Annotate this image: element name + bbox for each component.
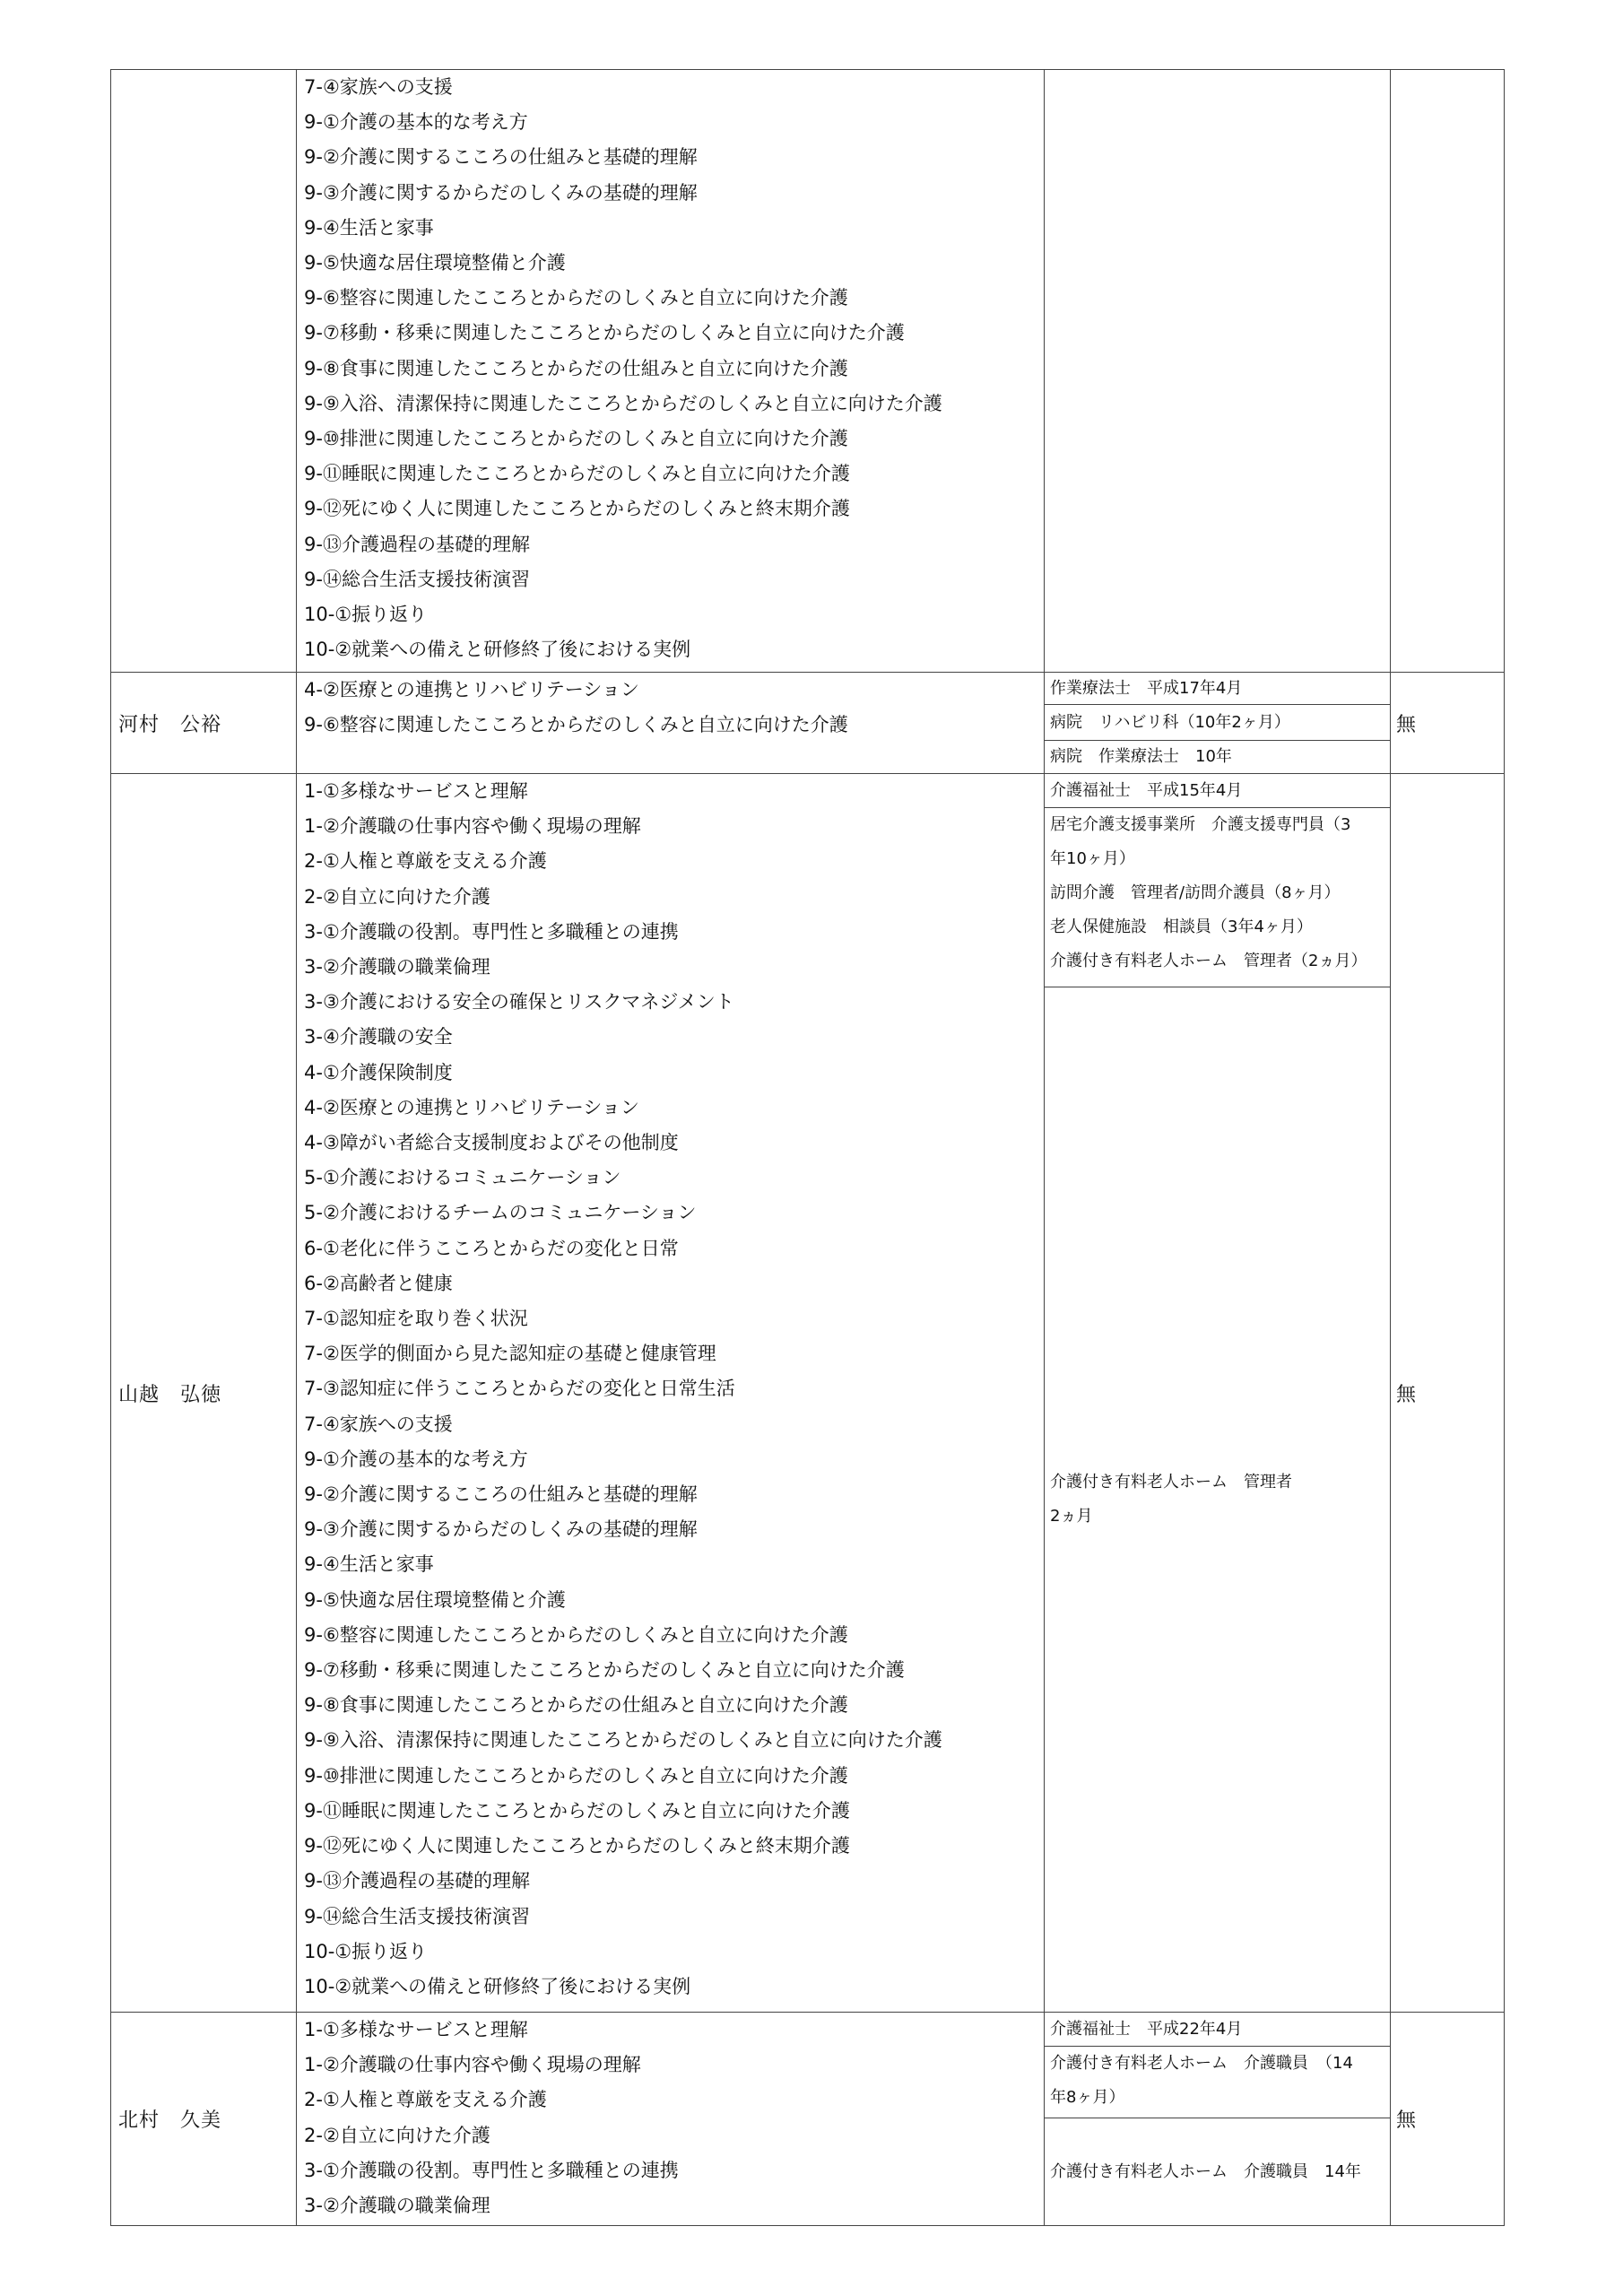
other-value: 無 [1396, 2109, 1417, 2132]
course-item: 4-①介護保険制度 [304, 1061, 453, 1083]
course-item: 9-④生活と家事 [304, 216, 434, 239]
table-row [111, 70, 1505, 673]
course-item: 9-⑧食事に関連したこころとからだの仕組みと自立に向けた介護 [304, 1694, 848, 1717]
course-item: 7-④家族への支援 [304, 76, 453, 98]
course-item: 9-⑫死にゆく人に関連したこころとからだのしくみと終末期介護 [304, 1835, 850, 1857]
qualification-line: 老人保健施設 相談員（3年4ヶ月） [1050, 918, 1313, 936]
course-item: 5-②介護におけるチームのコミュニケーション [304, 1202, 697, 1224]
qualification-line: 病院 リハビリ科（10年2ヶ月） [1050, 712, 1290, 732]
instructor-name-cell [111, 673, 297, 774]
instructor-name: 河村 公裕 [118, 713, 222, 736]
course-item: 9-⑬介護過程の基礎的理解 [304, 1870, 530, 1892]
course-item: 9-⑬介護過程の基礎的理解 [304, 533, 530, 555]
course-item: 9-⑩排泄に関連したこころとからだのしくみと自立に向けた介護 [304, 428, 848, 450]
course-item: 7-③認知症に伴うこころとからだの変化と日常生活 [304, 1378, 735, 1400]
qualification-box [1045, 2118, 1390, 2225]
qualification-line: 2ヵ月 [1050, 1507, 1093, 1526]
course-item: 9-①介護の基本的な考え方 [304, 111, 528, 134]
course-item: 4-②医療との連携とリハビリテーション [304, 1096, 639, 1118]
instructor-name-cell [111, 774, 297, 2013]
qualification-line: 居宅介護支援事業所 介護支援専門員（3 [1050, 815, 1351, 834]
qualifications-cell [1045, 2013, 1391, 2226]
course-item: 9-①介護の基本的な考え方 [304, 1448, 528, 1470]
table-row [111, 774, 1505, 2013]
qualification-line: 介護付き有料老人ホーム 介護職員 14年 [1050, 2161, 1361, 2181]
courses-cell [297, 673, 1045, 774]
course-item: 9-⑥整容に関連したこころとからだのしくみと自立に向けた介護 [304, 287, 848, 309]
courses-cell [297, 70, 1045, 673]
qualification-line: 年10ヶ月） [1050, 849, 1135, 868]
course-item: 3-①介護職の役割。専門性と多職種との連携 [304, 2159, 679, 2181]
course-item: 9-⑪睡眠に関連したこころとからだのしくみと自立に向けた介護 [304, 1799, 850, 1822]
qualification-box [1045, 987, 1390, 2012]
course-item: 3-③介護における安全の確保とリスクマネジメント [304, 991, 734, 1013]
other-cell [1391, 70, 1505, 673]
course-item: 2-②自立に向けた介護 [304, 885, 490, 908]
qualification-line: 介護付き有料老人ホーム 介護職員 （14 [1050, 2054, 1353, 2073]
instructor-name: 山越 弘徳 [118, 1383, 222, 1406]
course-item: 9-⑦移動・移乗に関連したこころとからだのしくみと自立に向けた介護 [304, 322, 905, 344]
course-item: 9-②介護に関するこころの仕組みと基礎的理解 [304, 1483, 698, 1506]
qualification-box [1045, 2047, 1390, 2118]
course-item: 9-⑤快適な居住環境整備と介護 [304, 252, 566, 274]
course-item: 9-⑨入浴、清潔保持に関連したこころとからだのしくみと自立に向けた介護 [304, 392, 942, 414]
course-item: 1-②介護職の仕事内容や働く現場の理解 [304, 815, 641, 838]
table-row [111, 2013, 1505, 2226]
qualification-box [1045, 741, 1390, 773]
qualification-line: 病院 作業療法士 10年 [1050, 747, 1232, 766]
course-item: 9-⑥整容に関連したこころとからだのしくみと自立に向けた介護 [304, 1623, 848, 1646]
course-item: 9-⑫死にゆく人に関連したこころとからだのしくみと終末期介護 [304, 498, 850, 520]
course-item: 6-①老化に伴うこころとからだの変化と日常 [304, 1237, 679, 1259]
course-item: 4-③障がい者総合支援制度およびその他制度 [304, 1132, 679, 1154]
course-item: 10-①振り返り [304, 604, 428, 626]
qualification-line: 介護付き有料老人ホーム 管理者 [1050, 1473, 1292, 1492]
course-item: 2-①人権と尊厳を支える介護 [304, 2089, 547, 2111]
course-item: 3-①介護職の役割。専門性と多職種との連携 [304, 920, 679, 943]
course-item: 4-②医療との連携とリハビリテーション [304, 679, 639, 700]
course-item: 1-①多様なサービスと理解 [304, 2019, 528, 2040]
course-item: 3-④介護職の安全 [304, 1026, 453, 1048]
qualification-line: 介護福祉士 平成22年4月 [1050, 2019, 1243, 2039]
course-item: 3-②介護職の職業倫理 [304, 2195, 490, 2217]
table-row [111, 673, 1505, 774]
course-item: 9-⑤快適な居住環境整備と介護 [304, 1588, 566, 1611]
other-cell [1391, 774, 1505, 2013]
course-item: 10-②就業への備えと研修終了後における実例 [304, 1975, 691, 1997]
course-item: 1-②介護職の仕事内容や働く現場の理解 [304, 2054, 641, 2076]
qualifications-cell [1045, 673, 1391, 774]
courses-cell [297, 2013, 1045, 2226]
qualification-box [1045, 808, 1390, 987]
course-item: 9-③介護に関するからだのしくみの基礎的理解 [304, 181, 698, 204]
course-item: 10-①振り返り [304, 1940, 428, 1962]
qualification-line: 年8ヶ月） [1050, 2088, 1125, 2107]
course-item: 5-①介護におけるコミュニケーション [304, 1167, 621, 1189]
instructor-table [110, 69, 1505, 2226]
other-cell [1391, 673, 1505, 774]
course-item: 7-④家族への支援 [304, 1413, 453, 1435]
course-item: 9-⑪睡眠に関連したこころとからだのしくみと自立に向けた介護 [304, 463, 850, 485]
course-item: 9-④生活と家事 [304, 1553, 434, 1576]
instructor-name-cell [111, 70, 297, 673]
course-item: 9-⑩排泄に関連したこころとからだのしくみと自立に向けた介護 [304, 1764, 848, 1787]
course-item: 9-⑧食事に関連したこころとからだの仕組みと自立に向けた介護 [304, 357, 848, 379]
course-item: 7-①認知症を取り巻く状況 [304, 1308, 528, 1330]
course-item: 9-⑨入浴、清潔保持に関連したこころとからだのしくみと自立に向けた介護 [304, 1729, 942, 1752]
instructor-name: 北村 久美 [118, 2109, 222, 2132]
course-item: 1-①多様なサービスと理解 [304, 780, 528, 802]
courses-cell [297, 774, 1045, 2013]
qualification-box [1045, 705, 1390, 741]
other-cell [1391, 2013, 1505, 2226]
table-body [111, 70, 1505, 2226]
instructor-name-cell [111, 2013, 297, 2226]
course-item: 2-①人権と尊厳を支える介護 [304, 850, 547, 873]
qualification-line: 介護福祉士 平成15年4月 [1050, 780, 1243, 800]
course-item: 9-③介護に関するからだのしくみの基礎的理解 [304, 1518, 698, 1541]
course-item: 7-②医学的側面から見た認知症の基礎と健康管理 [304, 1343, 716, 1365]
qualification-line: 作業療法士 平成17年4月 [1050, 678, 1243, 698]
course-item: 6-②高齢者と健康 [304, 1272, 453, 1294]
course-item: 2-②自立に向けた介護 [304, 2124, 490, 2146]
qualifications-cell [1045, 774, 1391, 2013]
qualifications-cell [1045, 70, 1391, 673]
qualification-line: 訪問介護 管理者/訪問介護員（8ヶ月） [1050, 883, 1341, 902]
course-item: 9-⑭総合生活支援技術演習 [304, 1905, 530, 1927]
qualification-box [1045, 2013, 1390, 2047]
qualification-line: 介護付き有料老人ホーム 管理者（2ヵ月） [1050, 952, 1367, 970]
qualification-box [1045, 774, 1390, 808]
course-item: 9-⑦移動・移乗に関連したこころとからだのしくみと自立に向けた介護 [304, 1659, 905, 1682]
other-value: 無 [1396, 713, 1417, 736]
other-value: 無 [1396, 1383, 1417, 1406]
course-item: 3-②介護職の職業倫理 [304, 956, 490, 978]
course-item: 9-⑥整容に関連したこころとからだのしくみと自立に向けた介護 [304, 714, 848, 736]
course-item: 9-⑭総合生活支援技術演習 [304, 568, 530, 590]
qualification-box [1045, 673, 1390, 705]
course-item: 9-②介護に関するこころの仕組みと基礎的理解 [304, 146, 698, 169]
course-item: 10-②就業への備えと研修終了後における実例 [304, 639, 691, 661]
